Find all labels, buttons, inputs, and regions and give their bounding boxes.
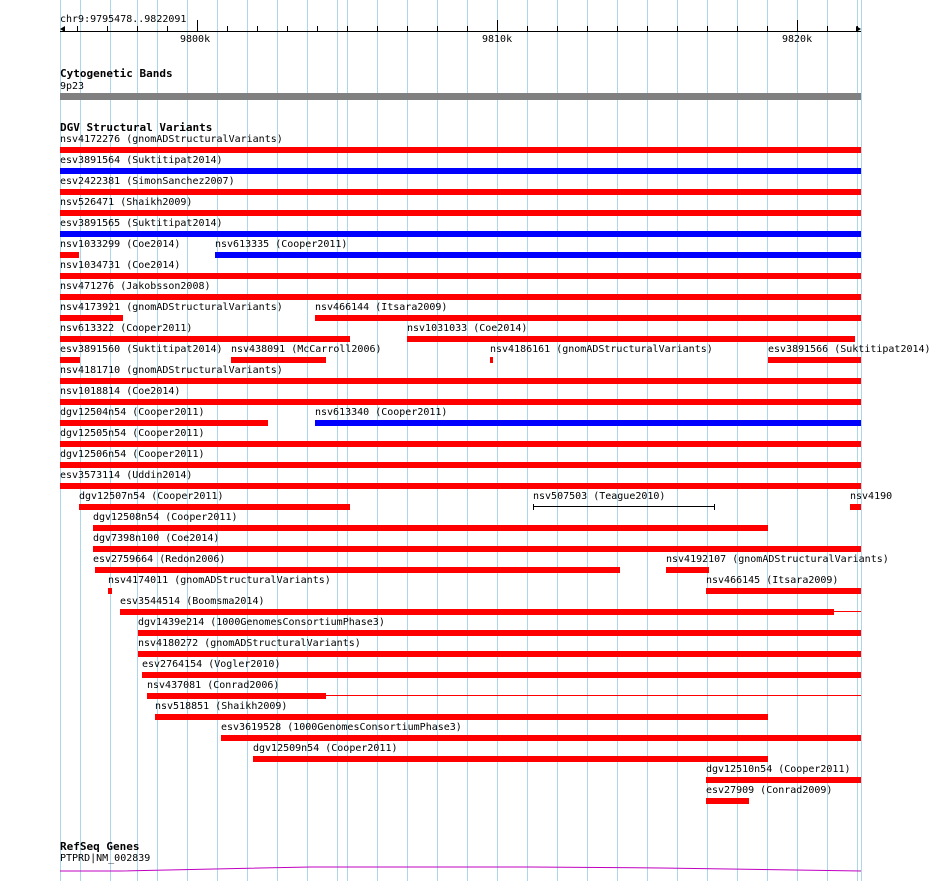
variant-bar[interactable] [407, 336, 855, 342]
ruler-tick-label: 9800k [180, 34, 211, 45]
ruler-minor-tick [227, 26, 228, 31]
variant-label[interactable]: esv3544514 (Boomsma2014) [120, 596, 265, 607]
variant-label[interactable]: nsv613335 (Cooper2011) [215, 239, 348, 250]
ruler-major-tick [497, 20, 498, 31]
variant-bar[interactable] [60, 147, 861, 153]
variant-bar[interactable] [93, 546, 861, 552]
variant-bar[interactable] [95, 567, 620, 573]
ruler-minor-tick [167, 26, 168, 31]
variant-label[interactable]: nsv526471 (Shaikh2009) [60, 197, 193, 208]
ruler-minor-tick [137, 26, 138, 31]
ruler-minor-tick [857, 26, 858, 31]
variant-bar[interactable] [221, 735, 861, 741]
variant-bar[interactable] [706, 588, 861, 594]
variant-bar[interactable] [120, 609, 834, 615]
variant-bar[interactable] [79, 504, 350, 510]
variant-bar[interactable] [60, 441, 861, 447]
variant-label[interactable]: dgv12510n54 (Cooper2011) [706, 764, 851, 775]
variant-bar[interactable] [155, 714, 768, 720]
ruler-minor-tick [737, 26, 738, 31]
ruler-minor-tick [467, 26, 468, 31]
variant-label[interactable]: dgv12505n54 (Cooper2011) [60, 428, 205, 439]
gene-model[interactable] [60, 862, 862, 874]
ruler-tick-label: 9820k [782, 34, 813, 45]
variant-bar[interactable] [706, 798, 749, 804]
variant-label[interactable]: nsv438091 (McCarroll2006) [231, 344, 382, 355]
variant-bar[interactable] [253, 756, 768, 762]
ruler-minor-tick [77, 26, 78, 31]
variant-bar[interactable] [138, 630, 861, 636]
variant-bar[interactable] [60, 231, 861, 237]
variant-label[interactable]: dgv1439e214 (1000GenomesConsortiumPhase3) [138, 617, 385, 628]
variant-range-cap [714, 504, 715, 510]
variant-label[interactable]: nsv4173921 (gnomADStructuralVariants) [60, 302, 283, 313]
ruler-minor-tick [437, 26, 438, 31]
variant-label[interactable]: dgv12507n54 (Cooper2011) [79, 491, 224, 502]
cytoband-label: 9p23 [60, 81, 85, 92]
cytoband-track-title[interactable]: Cytogenetic Bands [60, 67, 173, 80]
variant-label[interactable]: nsv1031033 (Coe2014) [407, 323, 528, 334]
variant-bar[interactable] [706, 777, 861, 783]
variant-bar[interactable] [60, 273, 861, 279]
ruler-minor-tick [587, 26, 588, 31]
variant-label[interactable]: esv27909 (Conrad2009) [706, 785, 833, 796]
variant-label[interactable]: nsv613322 (Cooper2011) [60, 323, 193, 334]
location-label: chr9:9795478..9822091 [60, 14, 187, 25]
variant-label[interactable]: nsv507503 (Teague2010) [533, 491, 666, 502]
variant-bar[interactable] [315, 315, 861, 321]
variant-label[interactable]: dgv12506n54 (Cooper2011) [60, 449, 205, 460]
variant-bar[interactable] [490, 357, 493, 363]
ruler-minor-tick [767, 26, 768, 31]
variant-label[interactable]: nsv518851 (Shaikh2009) [155, 701, 288, 712]
variant-label[interactable]: nsv1033299 (Coe2014) [60, 239, 181, 250]
variant-label[interactable]: nsv4192107 (gnomADStructuralVariants) [666, 554, 889, 565]
ruler-minor-tick [557, 26, 558, 31]
variant-extension-line [326, 695, 861, 696]
variant-bar[interactable] [315, 420, 861, 426]
variant-bar[interactable] [60, 189, 861, 195]
variant-bar[interactable] [60, 483, 861, 489]
variant-label[interactable]: esv3891560 (Suktitipat2014) [60, 344, 223, 355]
variant-bar[interactable] [768, 357, 861, 363]
dgv-track-title[interactable]: DGV Structural Variants [60, 121, 213, 134]
ruler-line [60, 31, 861, 32]
variant-bar[interactable] [215, 252, 861, 258]
variant-label[interactable]: nsv466145 (Itsara2009) [706, 575, 839, 586]
variant-label[interactable]: esv3573114 (Uddin2014) [60, 470, 193, 481]
gridline [861, 0, 862, 881]
variant-label[interactable]: dgv12508n54 (Cooper2011) [93, 512, 238, 523]
ruler-minor-tick [377, 26, 378, 31]
ruler-minor-tick [107, 26, 108, 31]
ruler-minor-tick [527, 26, 528, 31]
ruler-minor-tick [317, 26, 318, 31]
variant-bar[interactable] [850, 504, 861, 510]
variant-label[interactable]: esv3891566 (Suktitipat2014) [768, 344, 931, 355]
variant-bar[interactable] [60, 378, 861, 384]
variant-bar[interactable] [60, 168, 861, 174]
variant-bar[interactable] [60, 357, 80, 363]
variant-bar[interactable] [60, 210, 861, 216]
variant-label[interactable]: esv3891564 (Suktitipat2014) [60, 155, 223, 166]
variant-label[interactable]: esv2759664 (Redon2006) [93, 554, 226, 565]
variant-label[interactable]: dgv12509n54 (Cooper2011) [253, 743, 398, 754]
refseq-track-title[interactable]: RefSeq Genes [60, 840, 140, 853]
variant-label[interactable]: nsv437081 (Conrad2006) [147, 680, 280, 691]
gene-label: PTPRD|NM_002839 [60, 853, 151, 864]
variant-label[interactable]: nsv4174011 (gnomADStructuralVariants) [108, 575, 331, 586]
variant-label[interactable]: esv3891565 (Suktitipat2014) [60, 218, 223, 229]
ruler-minor-tick [287, 26, 288, 31]
ruler-minor-tick [647, 26, 648, 31]
ruler-minor-tick [707, 26, 708, 31]
variant-bar[interactable] [142, 672, 861, 678]
variant-bar[interactable] [60, 315, 123, 321]
variant-range-line[interactable] [533, 506, 714, 507]
variant-bar[interactable] [60, 462, 861, 468]
ruler-minor-tick [617, 26, 618, 31]
variant-label[interactable]: esv3619528 (1000GenomesConsortiumPhase3) [221, 722, 462, 733]
ruler-minor-tick [347, 26, 348, 31]
ruler-tick-label: 9810k [482, 34, 513, 45]
variant-bar[interactable] [60, 294, 861, 300]
variant-label[interactable]: nsv613340 (Cooper2011) [315, 407, 448, 418]
variant-label[interactable]: nsv4190 [850, 491, 893, 502]
variant-bar[interactable] [60, 336, 350, 342]
variant-extension-line [834, 611, 861, 612]
variant-label[interactable]: nsv4186161 (gnomADStructuralVariants) [490, 344, 713, 355]
variant-label[interactable]: nsv4172276 (gnomADStructuralVariants) [60, 134, 283, 145]
variant-label[interactable]: nsv471276 (Jakobsson2008) [60, 281, 211, 292]
variant-label[interactable]: nsv4181710 (gnomADStructuralVariants) [60, 365, 283, 376]
variant-bar[interactable] [108, 588, 112, 594]
variant-bar[interactable] [138, 651, 861, 657]
ruler-minor-tick [827, 26, 828, 31]
ruler-major-tick [797, 20, 798, 31]
variant-bar[interactable] [60, 420, 268, 426]
variant-label[interactable]: dgv7398n100 (Coe2014) [93, 533, 220, 544]
variant-label[interactable]: dgv12504n54 (Cooper2011) [60, 407, 205, 418]
variant-label[interactable]: nsv1018814 (Coe2014) [60, 386, 181, 397]
variant-label[interactable]: nsv4180272 (gnomADStructuralVariants) [138, 638, 361, 649]
ruler-minor-tick [257, 26, 258, 31]
variant-label[interactable]: nsv1034731 (Coe2014) [60, 260, 181, 271]
cytoband-bar[interactable] [60, 93, 861, 100]
variant-label[interactable]: esv2422381 (SimonSanchez2007) [60, 176, 235, 187]
ruler-minor-tick [407, 26, 408, 31]
variant-bar[interactable] [60, 399, 861, 405]
variant-bar[interactable] [60, 252, 79, 258]
variant-bar[interactable] [231, 357, 326, 363]
variant-label[interactable]: nsv466144 (Itsara2009) [315, 302, 448, 313]
variant-range-cap [533, 504, 534, 510]
variant-bar[interactable] [147, 693, 326, 699]
variant-bar[interactable] [93, 525, 768, 531]
variant-bar[interactable] [666, 567, 709, 573]
variant-label[interactable]: esv2764154 (Vogler2010) [142, 659, 281, 670]
ruler-major-tick [197, 20, 198, 31]
ruler-minor-tick [677, 26, 678, 31]
